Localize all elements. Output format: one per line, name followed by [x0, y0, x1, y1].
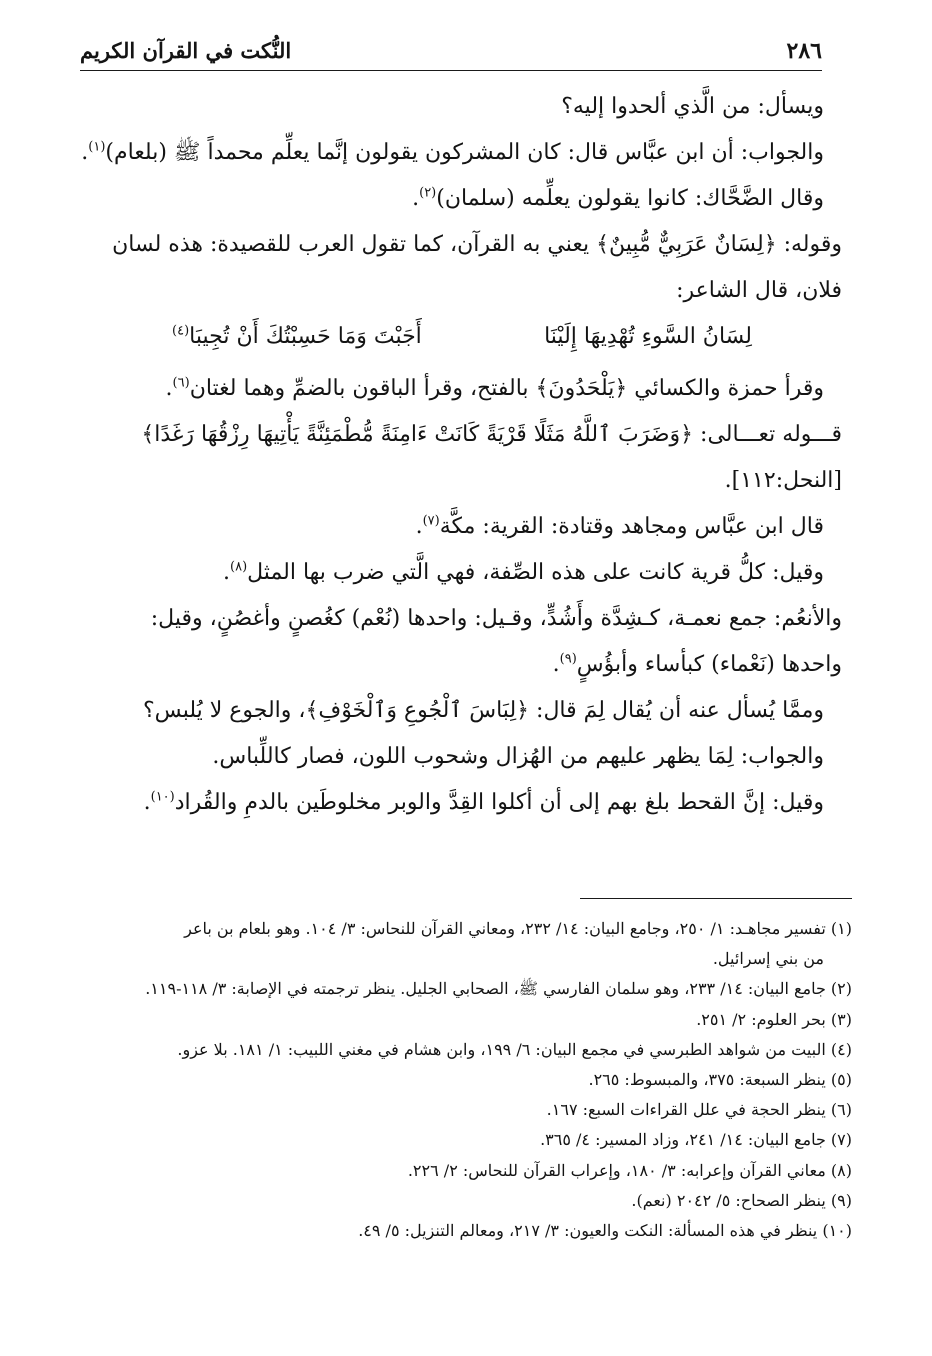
- text-line-answer-ibn-abbas: والجواب: أن ابن عبَّاس قال: كان المشركون يقولون إنَّما يعلِّم محمداً ﷺ (بلعام)$^{(١)}$.: [81, 139, 824, 165]
- text-line-lisan: وقوله: ﴿لِسَانٌ عَرَبِيٌّ مُّبِينٌ﴾ يعني به القرآن، كما تقول العرب للقصيدة: هذه لسان: [112, 232, 842, 257]
- text-line-dahhak: وقال الضَّحَّاك: كانوا يقولون يعلِّمه (سلمان)$^{(٢)}$.: [412, 185, 824, 211]
- text-line-libas-answer: والجواب: لِمَا يظهر عليهم من الهُزال وشحوب اللون، فصار كاللِّباس.: [212, 744, 824, 769]
- footnote-ref-6: (٦): [172, 375, 190, 391]
- running-header: [80, 36, 822, 71]
- footnote-9: (٩) ينظر الصحاح: ٥/ ٢٠٤٢ (نعم).: [631, 1190, 852, 1210]
- footnote-1-continued: من بني إسرائيل.: [712, 949, 824, 969]
- footnote-4: (٤) البيت من شواهد الطبرسي في مجمع البيان: ٦/ ١٩٩، وابن هشام في مغني اللبيب: ١/ ١٨١. بلا عزو.: [177, 1039, 852, 1059]
- footnote-3: (٣) بحر العلوم: ٢/ ٢٥١.: [696, 1009, 852, 1029]
- text-line-every-village: وقيل: كلُّ قرية كانت على هذه الصِّفة، فهي الَّتي ضرب بها المثل$^{(٨)}$.: [223, 559, 824, 585]
- footnote-ref-7: (٧): [422, 513, 440, 529]
- text-line-naama: واحدها (نَعْماء) كبأساء وأبؤُسٍ$^{(٩)}$.: [552, 651, 842, 677]
- footnotes: [92, 914, 852, 1246]
- main-text: [80, 84, 842, 826]
- poetry-verse: [80, 314, 824, 366]
- footnote-2: (٢) جامع البيان: ١٤/ ٢٣٣، وهو سلمان الفارسي ﷺ، الصحابي الجليل. ينظر ترجمته في الإصابة: ٣/ ١١٨-١١٩.: [145, 979, 852, 999]
- text-line-quran-verse: قـــوله تعـــالى: ﴿وَضَرَبَ ٱللَّهُ مَثَلًا قَرْيَةً كَانَتْ ءَامِنَةً مُّطْمَئِنَّةً يَأْتِيهَا رِزْقُهَا رَغَدًا﴾: [141, 422, 842, 447]
- text-line-qaht: وقيل: إنَّ القحط بلغ بهم إلى أن أكلوا القِدَّ والوبر مخلوطَين بالدمِ والقُراد$^{(١٠)}$.: [143, 789, 824, 815]
- footnote-ref-1: (١): [88, 139, 106, 155]
- verse-hemistich-first: لِسَانُ السَّوءِ تُهْدِيهَا إِلَيْنَا: [544, 324, 752, 349]
- footnote-ref-10: (١٠): [150, 789, 175, 805]
- text-line-makkah: قال ابن عبَّاس ومجاهد وقتادة: القرية: مكَّة$^{(٧)}$.: [415, 513, 824, 539]
- footnote-5: (٥) ينظر السبعة: ٣٧٥، والمبسوط: ٢٦٥.: [588, 1069, 852, 1089]
- footnote-ref-2: (٢): [419, 185, 437, 201]
- footnote-6: (٦) ينظر الحجة في علل القراءات السبع: ١٦٧.: [546, 1100, 852, 1120]
- footnote-10: (١٠) ينظر في هذه المسألة: النكت والعيون: ٣/ ٢١٧، ومعالم التنزيل: ٥/ ٤٩.: [358, 1220, 852, 1240]
- footnote-8: (٨) معاني القرآن وإعرابه: ٣/ ١٨٠، وإعراب القرآن للنحاس: ٢/ ٢٢٦.: [407, 1160, 852, 1180]
- text-line-surah-ref: [النحل:١١٢].: [724, 468, 842, 493]
- text-line-poet: فلان، قال الشاعر:: [676, 278, 842, 303]
- footnote-1: (١) تفسير مجاهـد: ١/ ٢٥٠، وجامع البيان: ١٤/ ٢٣٢، ومعاني القرآن للنحاس: ٣/ ١٠٤. وهو بلعام بن باعر: [184, 919, 852, 938]
- footnote-ref-8: (٨): [230, 559, 248, 575]
- verse-hemistich-second: أَجَبْتَ وَمَا حَسِبْتُكَ أَنْ تُجِيبَا$^{(٤)}$: [172, 323, 422, 349]
- text-line-question: ويسأل: من الَّذي ألحدوا إليه؟: [561, 94, 824, 119]
- footnote-ref-9: (٩): [559, 651, 577, 667]
- footnote-7: (٧) جامع البيان: ١٤/ ٢٤١، وزاد المسير: ٤/ ٣٦٥.: [540, 1130, 852, 1150]
- text-line-anum: والأنعُم: جمع نعمـة، كـشِدَّة وأَشُدٍّ، وقـيل: واحدها (نُعْم) كغُصنٍ وأغصُنٍ، وقيل:: [150, 606, 842, 631]
- footnote-ref-4: (٤): [172, 323, 190, 339]
- footnote-separator: [580, 898, 852, 899]
- page-number: ٢٨٦: [786, 38, 822, 64]
- running-title: النُّكت في القرآن الكريم: [80, 38, 292, 63]
- text-line-readings: وقرأ حمزة والكسائي ﴿يَلْحَدُونَ﴾ بالفتح، وقرأ الباقون بالضمِّ وهما لغتان$^{(٦)}$.: [165, 375, 824, 401]
- text-line-libas-question: وممَّا يُسأل عنه أن يُقال لِمَ قال: ﴿لِبَاسَ ٱلْجُوعِ وَٱلْخَوْفِ﴾، والجوع لا يُلبس؟: [142, 698, 824, 723]
